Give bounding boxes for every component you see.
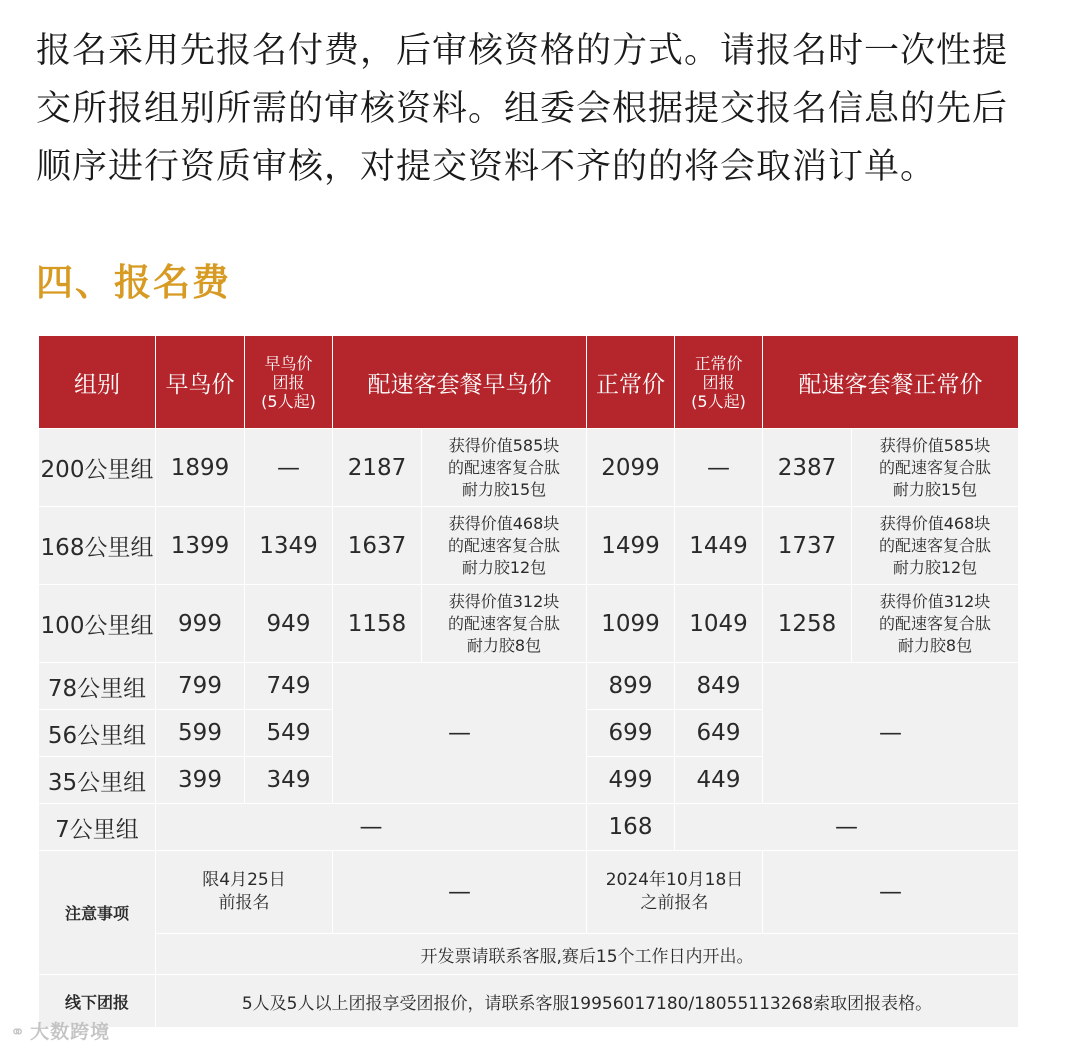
- normal-package-note-cell: —: [763, 851, 1019, 934]
- normal-price-cell: 499: [587, 757, 675, 804]
- early-package-desc-cell: 获得价值468块 的配速客复合肽 耐力胶12包: [422, 507, 587, 585]
- normal-merged-cell: —: [675, 804, 1019, 851]
- normal-team-price-cell: —: [675, 429, 763, 507]
- early-price-cell: 599: [156, 710, 245, 757]
- normal-package-merged-cell: —: [763, 663, 1019, 804]
- normal-price-cell: 2099: [587, 429, 675, 507]
- normal-team-price-cell: 1049: [675, 585, 763, 663]
- table-row: [39, 429, 1019, 507]
- normal-team-price-cell: 449: [675, 757, 763, 804]
- early-team-price-cell: 549: [245, 710, 333, 757]
- early-price-cell: 999: [156, 585, 245, 663]
- early-merged-cell: —: [156, 804, 587, 851]
- group-cell: 168公里组: [39, 507, 156, 585]
- notes-label: 注意事项: [39, 851, 156, 975]
- early-team-price-cell: 949: [245, 585, 333, 663]
- intro-paragraph: 报名采用先报名付费，后审核资格的方式。请报名时一次性提交所报组别所需的审核资料。组委会根据提交报名信息的先后顺序进行资质审核，对提交资料不齐的的将会取消订单。: [36, 31, 1009, 187]
- group-cell: 56公里组: [39, 710, 156, 757]
- watermark-logo-icon: ⚭: [10, 1022, 27, 1043]
- section-title: 四、报名费: [36, 261, 231, 304]
- normal-package-desc-cell: 获得价值312块 的配速客复合肽 耐力胶8包: [852, 585, 1019, 663]
- offline-note: 5人及5人以上团报享受团报价，请联系客服19956017180/18055113268索取团报表格。: [156, 975, 1019, 1028]
- table-row: [39, 507, 1019, 585]
- table-row: [39, 804, 1019, 851]
- header-normal-package: 配速客套餐正常价: [763, 336, 1019, 429]
- normal-price-cell: 699: [587, 710, 675, 757]
- early-price-cell: 1899: [156, 429, 245, 507]
- early-package-price-cell: 2187: [333, 429, 422, 507]
- early-team-price-cell: 749: [245, 663, 333, 710]
- table-row: [39, 663, 1019, 710]
- normal-team-price-cell: 849: [675, 663, 763, 710]
- early-package-price-cell: 1158: [333, 585, 422, 663]
- group-cell: 100公里组: [39, 585, 156, 663]
- watermark: [10, 1017, 110, 1044]
- normal-package-price-cell: 1258: [763, 585, 852, 663]
- table-header-row: [39, 336, 1019, 429]
- table-row: [39, 585, 1019, 663]
- header-group: 组别: [39, 336, 156, 429]
- normal-deadline-cell: 2024年10月18日 之前报名: [587, 851, 763, 934]
- normal-price-cell: 1499: [587, 507, 675, 585]
- group-cell: 35公里组: [39, 757, 156, 804]
- header-early-price: 早鸟价: [156, 336, 245, 429]
- early-price-cell: 1399: [156, 507, 245, 585]
- early-package-desc-cell: 获得价值585块 的配速客复合肽 耐力胶15包: [422, 429, 587, 507]
- watermark-text: 大数跨境: [30, 1021, 111, 1043]
- group-cell: 7公里组: [39, 804, 156, 851]
- normal-price-cell: 168: [587, 804, 675, 851]
- notes-row: [39, 851, 1019, 934]
- invoice-note: 开发票请联系客服,赛后15个工作日内开出。: [156, 934, 1019, 975]
- normal-package-desc-cell: 获得价值468块 的配速客复合肽 耐力胶12包: [852, 507, 1019, 585]
- normal-package-price-cell: 1737: [763, 507, 852, 585]
- group-cell: 78公里组: [39, 663, 156, 710]
- header-early-team-price: 早鸟价 团报 (5人起): [245, 336, 333, 429]
- early-team-price-cell: 349: [245, 757, 333, 804]
- normal-price-cell: 899: [587, 663, 675, 710]
- early-price-cell: 799: [156, 663, 245, 710]
- header-normal-team-price: 正常价 团报 (5人起): [675, 336, 763, 429]
- early-package-price-cell: 1637: [333, 507, 422, 585]
- header-normal-price: 正常价: [587, 336, 675, 429]
- normal-package-desc-cell: 获得价值585块 的配速客复合肽 耐力胶15包: [852, 429, 1019, 507]
- invoice-row: [39, 934, 1019, 975]
- early-package-desc-cell: 获得价值312块 的配速客复合肽 耐力胶8包: [422, 585, 587, 663]
- early-deadline-cell: 限4月25日 前报名: [156, 851, 333, 934]
- fee-table: [38, 335, 1019, 1028]
- early-package-note-cell: —: [333, 851, 587, 934]
- header-early-package: 配速客套餐早鸟价: [333, 336, 587, 429]
- normal-package-price-cell: 2387: [763, 429, 852, 507]
- early-package-merged-cell: —: [333, 663, 587, 804]
- early-team-price-cell: 1349: [245, 507, 333, 585]
- group-cell: 200公里组: [39, 429, 156, 507]
- offline-label: 线下团报: [39, 975, 156, 1028]
- offline-row: [39, 975, 1019, 1028]
- normal-team-price-cell: 1449: [675, 507, 763, 585]
- early-price-cell: 399: [156, 757, 245, 804]
- normal-team-price-cell: 649: [675, 710, 763, 757]
- normal-price-cell: 1099: [587, 585, 675, 663]
- early-team-price-cell: —: [245, 429, 333, 507]
